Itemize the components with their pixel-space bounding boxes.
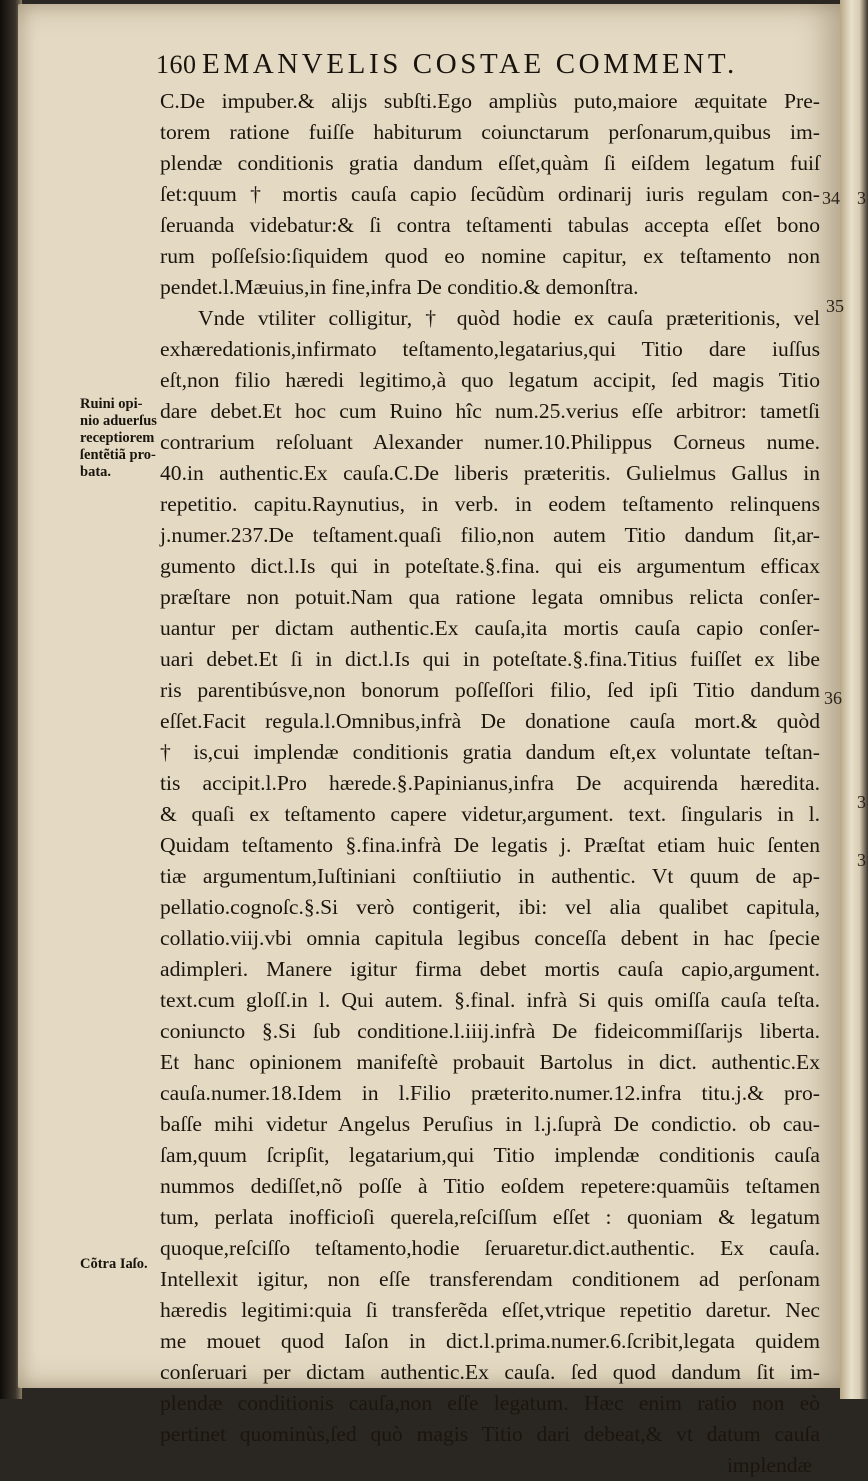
text-line: me mouet quod Iaſon in dict.l.prima.numer.6.ſcribit,legata quidem [160, 1329, 820, 1353]
text-line: torem ratione fuiſſe habiturum coiunctarum perſonarum,quibus im- [160, 120, 820, 144]
text-line: præſtare non potuit.Nam qua ratione legata omnibus relicta conſer- [160, 585, 820, 609]
text-line: † is,cui implendæ conditionis gratia dandum eſt,ex voluntate teſtan- [160, 740, 820, 764]
text-line: C.De impuber.& alijs subſti.Ego ampliùs puto,maiore æquitate Pre- [160, 89, 820, 113]
text-line: tis accipit.l.Pro hærede.§.Papinianus,infra De acquirenda hæredita. [160, 771, 820, 795]
text-line: tum, perlata inofficioſi querela,reſciſſum eſſet : quoniam & legatum [160, 1205, 820, 1229]
text-line: cauſa.numer.18.Idem in l.Filio præterito.numer.12.infra titu.j.& pro- [160, 1081, 820, 1105]
body-text [160, 86, 820, 1481]
text-line: Intellexit igitur, non eſſe transferendam conditionem ad perſonam [160, 1267, 820, 1291]
next-page-number: 3 [857, 188, 866, 208]
margin-number: 34 [822, 188, 840, 208]
text-line: baſſe mihi videtur Angelus Peruſius in l.j.ſuprà De condictio. ob cau- [160, 1112, 820, 1136]
text-line: j.numer.237.De teſtament.quaſi filio,non autem Titio dandum ſit,ar- [160, 523, 820, 547]
text-line: rum poſſeſsio:ſiquidem quod eo nomine capitur, ex teſtamento non [160, 244, 820, 268]
margin-note-line: ſentẽtiã pro- [80, 447, 156, 463]
text-line: nummos dediſſet,nõ poſſe à Titio eoſdem repetere:quamũis teſtamen [160, 1174, 820, 1198]
text-line: adimpleri. Manere igitur firma debet mortis cauſa capio,argument. [160, 957, 820, 981]
text-line: eſſet.Facit regula.l.Omnibus,infrà De donatione cauſa mort.& quòd [160, 709, 820, 733]
text-line: exhæredationis,infirmato teſtamento,legatarius,qui Titio dare iuſſus [160, 337, 820, 361]
text-line: Et hanc opinionem manifeſtè probauit Bartolus in dict. authentic.Ex [160, 1050, 820, 1074]
text-line: repetitio. capitu.Raynutius, in verb. in eodem teſtamento relinquens [160, 492, 820, 516]
next-page-number: 3 [857, 850, 866, 870]
text-line: eſt,non filio hæredi legitimo,à quo legatum accipit, ſed magis Titio [160, 368, 820, 392]
next-page-number: 3 [857, 792, 866, 812]
margin-note-ruini [80, 396, 172, 481]
text-line: conſeruari per dictam authentic.Ex cauſa. ſed quod dandum ſit im- [160, 1360, 820, 1384]
running-head: EMANVELIS COSTAE COMMENT. [202, 48, 738, 80]
text-line: collatio.viij.vbi omnia capitula legibus conceſſa debent in hac ſpecie [160, 926, 820, 950]
folio-number: 160 [156, 50, 197, 79]
catchword: implendæ [726, 1453, 812, 1477]
text-line: contrarium reſoluant Alexander numer.10.Philippus Corneus nume. [160, 430, 820, 454]
text-line: tiæ argumentum,Iuſtiniani conſtiiutio in authentic. Vt quum de ap- [160, 864, 820, 888]
text-line: ſet:quum † mortis cauſa capio ſecũdùm ordinarij iuris regulam con- [160, 182, 820, 206]
text-line: ris parentibúsve,non bonorum poſſeſſori filio, ſed ipſi Titio dandum [160, 678, 820, 702]
text-line: 40.in authentic.Ex cauſa.C.De liberis præteritis. Gulielmus Gallus in [160, 461, 820, 485]
margin-number: 36 [824, 688, 842, 708]
text-line: uantur per dictam authentic.Ex cauſa,ita mortis cauſa capio conſer- [160, 616, 820, 640]
page-header [156, 48, 766, 84]
text-line: ſam,quum ſcripſit, legatarium,qui Titio implendæ conditionis cauſa [160, 1143, 820, 1167]
text-line: Quidam teſtamento §.fina.infrà De legatis j. Præſtat etiam huic ſenten [160, 833, 820, 857]
text-line: Vnde vtiliter colligitur, † quòd hodie ex cauſa præteritionis, vel [198, 306, 820, 330]
margin-note-line: nio aduerſus [80, 413, 157, 429]
text-line: dare debet.Et hoc cum Ruino hîc num.25.verius eſſe arbitror: tametſi [160, 399, 820, 423]
margin-note-line: Ruini opi- [80, 396, 143, 412]
text-line: ſeruanda videbatur:& ſi contra teſtamenti tabulas accepta eſſet bono [160, 213, 820, 237]
text-line: pellatio.cognoſc.§.Si verò contigerit, ibi: vel alia qualibet capitula, [160, 895, 820, 919]
margin-number: 35 [826, 296, 844, 316]
text-line: uari debet.Et ſi in dict.l.Is qui in poteſtate.§.fina.Titius fuiſſet ex libe [160, 647, 820, 671]
next-page-margin-numbers [844, 0, 868, 1399]
text-line: quoque,reſciſſo teſtamento,hodie ſeruaretur.dict.authentic. Ex cauſa. [160, 1236, 820, 1260]
text-line: plendæ conditionis gratia dandum eſſet,quàm ſi eiſdem legatum fuiſ [160, 151, 820, 175]
text-line: coniuncto §.Si ſub conditione.l.iiij.infrà De fideicommiſſarijs liberta. [160, 1019, 820, 1043]
text-line: hæredis legitimi:quia ſi transferẽda eſſet,vtrique repetitio daretur. Nec [160, 1298, 820, 1322]
margin-note-line: receptiorem [80, 430, 155, 446]
margin-note-contra-iason: Cõtra Iaſo. [80, 1256, 148, 1272]
text-line: plendæ conditionis cauſa,non eſſe legatum. Hæc enim ratio non eò [160, 1391, 820, 1415]
text-line: gumento dict.l.Is qui in poteſtate.§.fina. qui eis argumentum efficax [160, 554, 820, 578]
text-line: & quaſi ex teſtamento capere videtur,argument. text. ſingularis in l. [160, 802, 820, 826]
text-line: pendet.l.Mæuius,in fine,infra De conditio.& demonſtra. [160, 275, 639, 299]
margin-note-line: bata. [80, 464, 112, 480]
text-line: pertinet quominùs,ſed quò magis Titio dari debeat,& vt datum cauſa [160, 1422, 820, 1446]
text-line: text.cum gloſſ.in l. Qui autem. §.final. infrà Si quis omiſſa cauſa teſta. [160, 988, 820, 1012]
